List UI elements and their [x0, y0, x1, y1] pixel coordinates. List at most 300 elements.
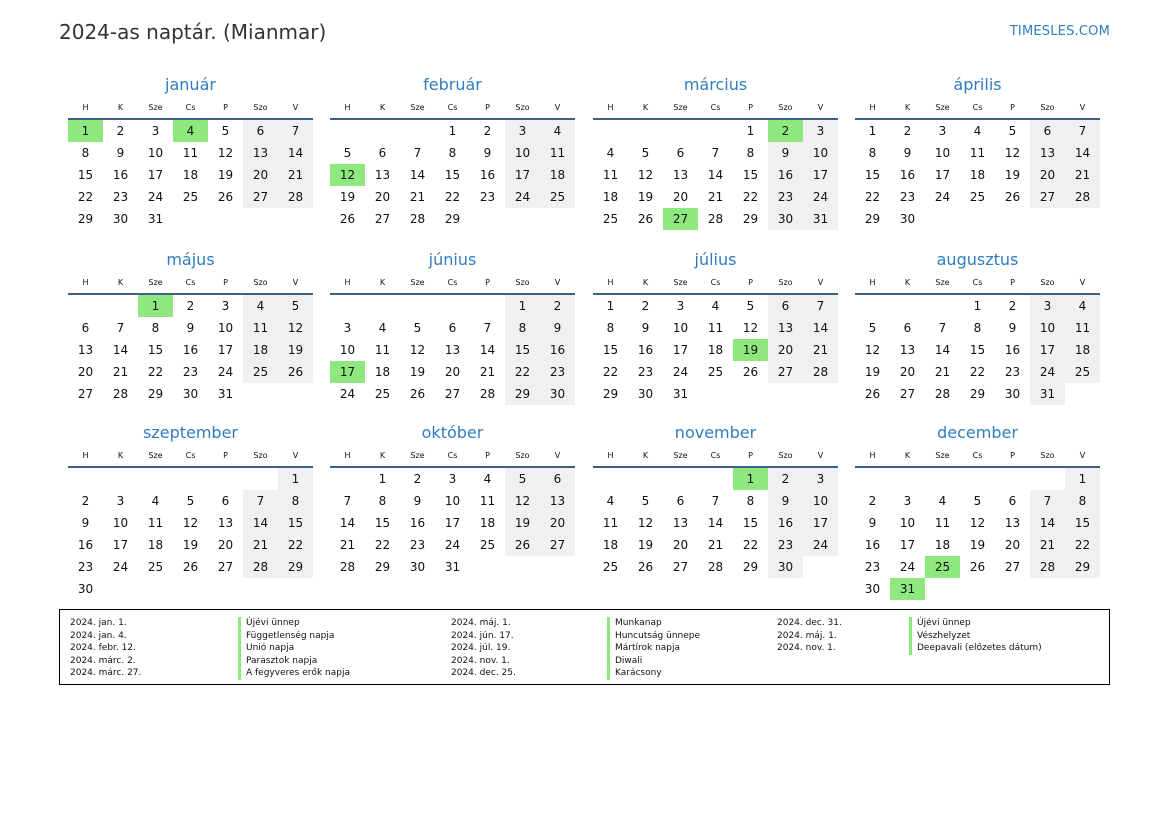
day-cell: 13 — [1004, 516, 1021, 530]
day-cell: 25 — [1065, 361, 1100, 383]
month-name: november — [674, 423, 757, 442]
month-name: október — [421, 423, 484, 442]
month-name: december — [937, 423, 1018, 442]
month-block — [593, 247, 838, 405]
day-cell: 28 — [479, 387, 496, 401]
month-block — [855, 420, 1100, 600]
legend-date-column — [70, 617, 141, 680]
day-cell: 24 — [803, 534, 838, 556]
day-cell: 27 — [899, 387, 916, 401]
empty-day-cell — [628, 468, 663, 490]
day-cell: 9 — [116, 146, 125, 160]
month-name: augusztus — [936, 250, 1019, 269]
day-cell: 8 — [505, 317, 540, 339]
weekday-label: Szo — [515, 451, 530, 460]
weekday-label: K — [379, 103, 386, 112]
empty-day-cell — [330, 295, 365, 317]
empty-day-cell — [208, 468, 243, 490]
empty-day-cell — [505, 208, 540, 230]
day-cell: 21 — [278, 164, 313, 186]
month-name: február — [423, 75, 482, 94]
day-cell: 30 — [768, 556, 803, 578]
empty-day-cell — [365, 120, 400, 142]
day-cell: 31 — [803, 208, 838, 230]
weekday-label: Szo — [253, 103, 268, 112]
day-cell: 18 — [374, 365, 391, 379]
weekday-label: Sze — [410, 278, 425, 287]
day-cell: 30 — [77, 582, 94, 596]
legend-date: 2024. márc. 27. — [70, 668, 142, 679]
empty-day-cell — [400, 295, 435, 317]
weekday-label: K — [642, 278, 649, 287]
month-block — [68, 420, 313, 600]
day-cell: 18 — [602, 538, 619, 552]
day-cell: 23 — [864, 560, 881, 574]
day-cell: 6 — [221, 494, 230, 508]
legend-holiday-name: Diwali — [607, 655, 700, 668]
legend-date: 2024. jan. 4. — [70, 630, 127, 641]
day-cell: 17 — [147, 168, 164, 182]
day-cell: 8 — [973, 321, 982, 335]
empty-day-cell — [243, 468, 278, 490]
empty-day-cell — [103, 468, 138, 490]
weekday-label: P — [748, 278, 753, 287]
legend-holiday-name: Huncutság ünnepe — [607, 630, 700, 643]
day-cell: 29 — [742, 560, 759, 574]
day-cell: 18 — [540, 164, 575, 186]
weekday-header — [330, 273, 575, 295]
day-cell: 2 — [903, 124, 912, 138]
day-cell: 5 — [973, 494, 982, 508]
day-grid — [855, 120, 1100, 230]
day-cell: 4 — [606, 146, 615, 160]
day-cell: 31 — [672, 387, 689, 401]
day-cell: 18 — [1065, 339, 1100, 361]
day-cell: 25 — [602, 212, 619, 226]
weekday-label: H — [869, 103, 876, 112]
weekday-label: Cs — [185, 103, 196, 112]
day-cell: 25 — [707, 365, 724, 379]
day-cell: 15 — [505, 339, 540, 361]
weekday-label: Szo — [1040, 451, 1055, 460]
day-cell: 12 — [182, 516, 199, 530]
day-cell: 11 — [934, 516, 951, 530]
weekday-label: P — [485, 278, 490, 287]
day-cell: 22 — [147, 365, 164, 379]
day-cell: 10 — [899, 516, 916, 530]
day-cell: 26 — [182, 560, 199, 574]
weekday-label: K — [117, 103, 124, 112]
holiday-legend — [59, 609, 1110, 685]
day-cell: 8 — [278, 490, 313, 512]
day-cell: 28 — [803, 361, 838, 383]
day-cell: 23 — [899, 190, 916, 204]
day-grid — [593, 120, 838, 230]
day-cell: 20 — [899, 365, 916, 379]
empty-day-cell — [330, 120, 365, 142]
weekday-label: H — [869, 451, 876, 460]
empty-day-cell — [278, 578, 313, 600]
weekday-label: H — [607, 451, 614, 460]
month-block — [68, 247, 313, 405]
day-cell: 10 — [147, 146, 164, 160]
day-cell: 24 — [1030, 361, 1065, 383]
day-cell: 19 — [217, 168, 234, 182]
weekday-header — [593, 273, 838, 295]
legend-holiday-name: Újévi ünnep — [238, 617, 350, 630]
page-title: 2024-as naptár. (Mianmar) — [59, 20, 327, 44]
day-cell: 2 — [641, 299, 650, 313]
day-cell: 8 — [746, 146, 755, 160]
day-cell: 29 — [77, 212, 94, 226]
day-cell: 24 — [672, 365, 689, 379]
day-cell: 24 — [339, 387, 356, 401]
day-cell: 6 — [81, 321, 90, 335]
day-cell: 2 — [483, 124, 492, 138]
day-cell: 27 — [1030, 186, 1065, 208]
day-cell: 23 — [182, 365, 199, 379]
day-cell: 11 — [479, 494, 496, 508]
month-name: január — [165, 75, 216, 94]
day-cell: 9 — [413, 494, 422, 508]
day-cell: 26 — [742, 365, 759, 379]
weekday-label: V — [292, 451, 299, 460]
weekday-label: Szo — [515, 278, 530, 287]
weekday-label: H — [344, 278, 351, 287]
day-cell: 27 — [663, 208, 698, 230]
day-grid — [68, 120, 313, 230]
month-block — [330, 72, 575, 230]
legend-holiday-name: Újévi ünnep — [909, 617, 1042, 630]
weekday-label: P — [1010, 278, 1015, 287]
legend-date: 2024. jan. 1. — [70, 618, 127, 628]
day-cell: 2 — [868, 494, 877, 508]
empty-day-cell — [698, 120, 733, 142]
day-cell: 8 — [1065, 490, 1100, 512]
day-cell: 4 — [483, 472, 492, 486]
weekday-label: V — [554, 451, 561, 460]
day-cell: 12 — [409, 343, 426, 357]
day-cell: 31 — [444, 560, 461, 574]
day-cell: 6 — [1008, 494, 1017, 508]
day-cell: 3 — [803, 468, 838, 490]
day-cell: 14 — [707, 168, 724, 182]
day-cell: 25 — [374, 387, 391, 401]
day-cell: 1 — [448, 124, 457, 138]
day-cell: 26 — [278, 361, 313, 383]
day-cell: 21 — [339, 538, 356, 552]
day-cell: 22 — [278, 534, 313, 556]
day-cell: 23 — [768, 534, 803, 556]
day-cell: 11 — [602, 168, 619, 182]
day-cell: 15 — [969, 343, 986, 357]
legend-date: 2024. máj. 1. — [777, 630, 837, 641]
day-cell: 1 — [733, 468, 768, 490]
day-cell: 1 — [505, 295, 540, 317]
day-cell: 30 — [409, 560, 426, 574]
legend-date-column — [777, 617, 842, 655]
empty-day-cell — [925, 468, 960, 490]
weekday-label: P — [485, 103, 490, 112]
weekday-label: Szo — [778, 103, 793, 112]
day-cell: 20 — [77, 365, 94, 379]
weekday-label: Cs — [447, 103, 458, 112]
day-cell: 19 — [182, 538, 199, 552]
legend-holiday-name: A fegyveres erők napja — [238, 667, 350, 680]
day-cell: 22 — [374, 538, 391, 552]
day-cell: 26 — [1004, 190, 1021, 204]
day-cell: 6 — [676, 494, 685, 508]
empty-day-cell — [68, 295, 103, 317]
day-cell: 31 — [1030, 383, 1065, 405]
day-cell: 20 — [540, 512, 575, 534]
weekday-label: K — [379, 451, 386, 460]
empty-day-cell — [960, 208, 995, 230]
day-cell: 12 — [217, 146, 234, 160]
day-cell: 7 — [1030, 490, 1065, 512]
day-cell: 20 — [768, 339, 803, 361]
empty-day-cell — [698, 383, 733, 405]
day-grid — [330, 295, 575, 405]
day-cell: 31 — [890, 578, 925, 600]
day-cell: 6 — [448, 321, 457, 335]
day-cell: 19 — [339, 190, 356, 204]
day-cell: 20 — [243, 164, 278, 186]
day-cell: 23 — [479, 190, 496, 204]
day-cell: 11 — [540, 142, 575, 164]
day-cell: 20 — [217, 538, 234, 552]
weekday-label: P — [223, 278, 228, 287]
day-cell: 9 — [186, 321, 195, 335]
day-cell: 21 — [243, 534, 278, 556]
legend-name-column — [238, 617, 350, 680]
day-cell: 30 — [637, 387, 654, 401]
weekday-header — [68, 446, 313, 468]
day-cell: 11 — [374, 343, 391, 357]
day-cell: 1 — [606, 299, 615, 313]
day-cell: 30 — [540, 383, 575, 405]
day-cell: 5 — [746, 299, 755, 313]
weekday-header — [330, 446, 575, 468]
day-cell: 6 — [378, 146, 387, 160]
day-cell: 12 — [864, 343, 881, 357]
day-cell: 18 — [243, 339, 278, 361]
day-grid — [330, 120, 575, 230]
day-cell: 13 — [540, 490, 575, 512]
day-cell: 20 — [672, 538, 689, 552]
day-cell: 9 — [868, 516, 877, 530]
weekday-label: V — [292, 103, 299, 112]
day-cell: 26 — [217, 190, 234, 204]
legend-holiday-name: Mártírok napja — [607, 642, 700, 655]
day-cell: 15 — [742, 516, 759, 530]
day-cell: 15 — [742, 168, 759, 182]
day-cell: 9 — [483, 146, 492, 160]
day-cell: 1 — [378, 472, 387, 486]
day-cell: 8 — [151, 321, 160, 335]
day-cell: 11 — [1065, 317, 1100, 339]
day-cell: 19 — [637, 538, 654, 552]
legend-date: 2024. máj. 1. — [451, 618, 511, 628]
weekday-label: Szo — [778, 278, 793, 287]
day-cell: 22 — [1065, 534, 1100, 556]
day-cell: 15 — [77, 168, 94, 182]
day-cell: 16 — [540, 339, 575, 361]
empty-day-cell — [540, 208, 575, 230]
day-cell: 9 — [768, 490, 803, 512]
day-cell: 7 — [278, 120, 313, 142]
day-cell: 11 — [969, 146, 986, 160]
day-cell: 13 — [444, 343, 461, 357]
weekday-label: Cs — [185, 278, 196, 287]
empty-day-cell — [960, 578, 995, 600]
empty-day-cell — [173, 468, 208, 490]
day-cell: 7 — [711, 146, 720, 160]
day-cell: 5 — [186, 494, 195, 508]
day-cell: 26 — [864, 387, 881, 401]
day-cell: 4 — [973, 124, 982, 138]
day-cell: 3 — [938, 124, 947, 138]
day-cell: 30 — [182, 387, 199, 401]
day-cell: 29 — [1065, 556, 1100, 578]
day-cell: 15 — [444, 168, 461, 182]
day-cell: 12 — [637, 516, 654, 530]
day-cell: 14 — [278, 142, 313, 164]
day-cell: 13 — [217, 516, 234, 530]
day-cell: 21 — [1030, 534, 1065, 556]
day-cell: 21 — [409, 190, 426, 204]
month-block — [855, 72, 1100, 230]
weekday-label: V — [554, 278, 561, 287]
weekday-label: Sze — [410, 103, 425, 112]
day-cell: 20 — [1004, 538, 1021, 552]
day-cell: 6 — [243, 120, 278, 142]
day-cell: 7 — [116, 321, 125, 335]
day-cell: 15 — [374, 516, 391, 530]
day-cell: 15 — [602, 343, 619, 357]
weekday-label: P — [748, 103, 753, 112]
day-cell: 27 — [672, 560, 689, 574]
day-cell: 17 — [112, 538, 129, 552]
empty-day-cell — [890, 295, 925, 317]
empty-day-cell — [890, 468, 925, 490]
day-cell: 11 — [182, 146, 199, 160]
day-grid — [68, 468, 313, 600]
weekday-header — [330, 98, 575, 120]
empty-day-cell — [1065, 208, 1100, 230]
day-cell: 9 — [768, 142, 803, 164]
day-cell: 2 — [768, 120, 803, 142]
legend-holiday-name: Vészhelyzet — [909, 630, 1042, 643]
weekday-label: V — [817, 103, 824, 112]
weekday-label: Cs — [710, 103, 721, 112]
empty-day-cell — [960, 468, 995, 490]
month-block — [68, 72, 313, 230]
day-cell: 18 — [602, 190, 619, 204]
empty-day-cell — [995, 468, 1030, 490]
day-cell: 21 — [479, 365, 496, 379]
legend-holiday-name: Munkanap — [607, 617, 700, 630]
day-cell: 16 — [409, 516, 426, 530]
weekday-label: V — [817, 278, 824, 287]
day-cell: 19 — [637, 190, 654, 204]
empty-day-cell — [803, 556, 838, 578]
day-cell: 12 — [637, 168, 654, 182]
legend-holiday-name: Függetlenség napja — [238, 630, 350, 643]
day-cell: 28 — [707, 560, 724, 574]
empty-day-cell — [698, 468, 733, 490]
day-cell: 27 — [444, 387, 461, 401]
day-cell: 2 — [1008, 299, 1017, 313]
day-cell: 10 — [217, 321, 234, 335]
day-cell: 8 — [81, 146, 90, 160]
weekday-label: Szo — [1040, 278, 1055, 287]
day-cell: 15 — [1065, 512, 1100, 534]
legend-holiday-name: Unió napja — [238, 642, 350, 655]
empty-day-cell — [925, 578, 960, 600]
empty-day-cell — [278, 383, 313, 405]
weekday-label: Sze — [673, 451, 688, 460]
day-cell: 22 — [742, 190, 759, 204]
month-name: április — [953, 75, 1002, 94]
day-cell: 15 — [278, 512, 313, 534]
day-cell: 24 — [934, 190, 951, 204]
day-cell: 23 — [112, 190, 129, 204]
day-cell: 3 — [116, 494, 125, 508]
empty-day-cell — [733, 383, 768, 405]
legend-date: 2024. márc. 2. — [70, 655, 136, 666]
empty-day-cell — [593, 120, 628, 142]
empty-day-cell — [208, 578, 243, 600]
day-cell: 18 — [707, 343, 724, 357]
month-block — [855, 247, 1100, 405]
weekday-label: K — [117, 451, 124, 460]
weekday-label: Cs — [710, 278, 721, 287]
day-cell: 21 — [803, 339, 838, 361]
day-cell: 13 — [374, 168, 391, 182]
day-cell: 14 — [409, 168, 426, 182]
day-cell: 28 — [409, 212, 426, 226]
day-cell: 13 — [672, 168, 689, 182]
day-cell: 4 — [938, 494, 947, 508]
weekday-header — [855, 98, 1100, 120]
legend-name-column — [909, 617, 1042, 655]
day-cell: 17 — [330, 361, 365, 383]
day-cell: 7 — [243, 490, 278, 512]
day-cell: 18 — [479, 516, 496, 530]
weekday-label: Sze — [673, 278, 688, 287]
day-cell: 13 — [899, 343, 916, 357]
weekday-label: H — [344, 451, 351, 460]
day-cell: 29 — [969, 387, 986, 401]
day-cell: 19 — [864, 365, 881, 379]
empty-day-cell — [470, 295, 505, 317]
day-cell: 10 — [1030, 317, 1065, 339]
day-cell: 23 — [409, 538, 426, 552]
day-cell: 9 — [540, 317, 575, 339]
day-cell: 28 — [339, 560, 356, 574]
empty-day-cell — [593, 468, 628, 490]
day-cell: 2 — [768, 468, 803, 490]
day-grid — [855, 295, 1100, 405]
day-cell: 29 — [374, 560, 391, 574]
weekday-header — [855, 446, 1100, 468]
day-cell: 3 — [903, 494, 912, 508]
legend-date: 2024. dec. 25. — [451, 668, 516, 679]
day-cell: 28 — [707, 212, 724, 226]
brand-link[interactable]: TIMESLES.COM — [1009, 24, 1110, 39]
empty-day-cell — [1030, 578, 1065, 600]
